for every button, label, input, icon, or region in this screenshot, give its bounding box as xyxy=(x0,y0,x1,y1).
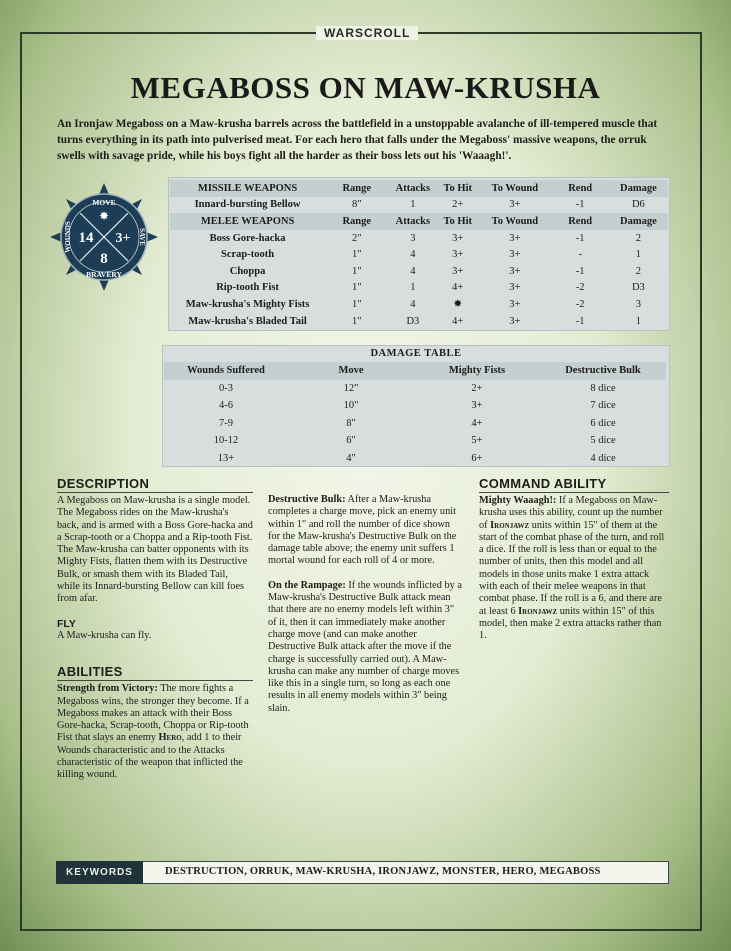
table-cell: 1" xyxy=(351,298,362,310)
fly-heading: FLY xyxy=(57,617,76,630)
ability-body: If a Megaboss on Maw-krusha uses this ability, count up the number of xyxy=(479,495,663,531)
table-header-cell: Damage xyxy=(609,180,668,197)
table-cell: 13+ xyxy=(217,452,235,464)
move-value: ✸ xyxy=(98,209,110,223)
table-cell: 3+ xyxy=(509,282,521,294)
table-row xyxy=(170,246,668,263)
table-cell: 4+ xyxy=(471,417,483,429)
on-the-rampage-text xyxy=(268,580,464,715)
table-cell: 6 dice xyxy=(590,417,616,429)
table-cell: - xyxy=(578,249,582,261)
table-cell: 7-9 xyxy=(219,417,233,429)
table-cell: 4 xyxy=(410,265,416,277)
keyword-inline: Hero xyxy=(158,732,182,744)
table-cell: 6" xyxy=(346,435,356,447)
table-row xyxy=(170,280,668,297)
table-header-cell: Range xyxy=(325,213,388,230)
table-cell: 4+ xyxy=(452,315,464,327)
ability-body: If the wounds inflicted by a Maw-krusha's Destructive Bulk attack mean that there are no enemy models left within 3" of it, then it can immediately make another charge move (and can make another Destructive Bulk attack after the move if the charge is successfully carried out). A Maw-krusha can make any number of charge moves like this in a single turn, so long as each one results in all enemy models within 3" being slain. xyxy=(268,579,462,714)
table-cell: D6 xyxy=(631,199,645,211)
column-command-ability xyxy=(479,476,669,643)
ability-title: Mighty Waaagh!: xyxy=(479,495,557,506)
table-cell: -2 xyxy=(575,282,585,294)
table-cell: -1 xyxy=(575,232,585,244)
column-abilities xyxy=(268,494,464,715)
table-header-cell: To Wound xyxy=(478,180,551,197)
table-row xyxy=(164,450,666,468)
table-header-cell: To Hit xyxy=(437,180,478,197)
table-cell: 2+ xyxy=(452,199,464,211)
table-cell: D3 xyxy=(631,282,645,294)
table-cell: 3+ xyxy=(509,315,521,327)
wounds-value: 14 xyxy=(78,230,94,246)
table-row xyxy=(170,313,668,330)
table-header-cell: Rend xyxy=(552,180,609,197)
table-cell: 3+ xyxy=(509,265,521,277)
strength-from-victory-text xyxy=(57,683,253,781)
damage-header-row xyxy=(164,362,666,380)
table-cell: 1" xyxy=(351,282,362,294)
save-value: 3+ xyxy=(115,231,131,246)
table-row xyxy=(164,397,666,415)
keywords-label: KEYWORDS xyxy=(56,861,143,884)
table-header-cell: Attacks xyxy=(388,180,437,197)
table-cell: -1 xyxy=(575,315,585,327)
table-cell: 2+ xyxy=(471,382,483,394)
table-header-cell: Wounds Suffered xyxy=(164,362,288,380)
table-cell: 3 xyxy=(635,298,641,310)
table-cell: 4+ xyxy=(452,282,464,294)
table-cell: D3 xyxy=(406,315,420,327)
table-cell: 1 xyxy=(410,282,416,294)
table-cell: 4-6 xyxy=(219,400,233,412)
table-header-cell: Mighty Fists xyxy=(414,362,540,380)
weapon-name: Rip-tooth Fist xyxy=(216,282,279,294)
move-label: MOVE xyxy=(92,198,116,207)
wounds-label: WOUNDS xyxy=(64,221,72,253)
table-row xyxy=(170,230,668,247)
intro-text: An Ironjaw Megaboss on a Maw-krusha barrels across the battlefield in a unstoppable avalanche of ill-tempered muscle that turns everything in its path into pulverised meat. For each hero that falls under the Megaboss' massive weapons, the orruk swells with savage pride, while his boys fight all the harder as their boss lets out his 'Waaagh!'. xyxy=(57,118,658,162)
ability-title: On the Rampage: xyxy=(268,579,346,591)
ability-body: The more fights a Megaboss wins, the stronger they become. If a Megaboss makes an attack with their Boss Gore-hacka, Scrap-tooth, Choppa or Rip-tooth Fist that slays an enemy xyxy=(57,683,249,744)
weapon-name: Innard-bursting Bellow xyxy=(194,199,301,211)
ability-body: After a Maw-krusha completes a charge move, pick an enemy unit within 1" and roll the number of dice shown for the Maw-krusha's Destructive Bulk on the damage table above; the enemy unit suffers 1 mortal wound for each roll of 4 or more. xyxy=(268,494,457,567)
missile-header-row xyxy=(170,180,668,197)
table-cell: 1 xyxy=(635,249,641,261)
table-row xyxy=(170,263,668,280)
table-cell: 3+ xyxy=(452,249,464,261)
table-header-cell: Range xyxy=(325,180,388,197)
table-cell: -2 xyxy=(575,298,585,310)
table-cell: 3+ xyxy=(452,232,464,244)
table-cell: 3+ xyxy=(452,265,464,277)
ability-body: units within 15" of this model, then make 2 extra attacks rather than 1. xyxy=(479,605,662,642)
table-cell: -1 xyxy=(575,199,585,211)
table-cell: 1 xyxy=(635,315,641,327)
column-description xyxy=(57,476,253,782)
weapon-name: Boss Gore-hacka xyxy=(209,232,286,244)
table-header-cell: To Hit xyxy=(437,213,478,230)
description-text: A Megaboss on Maw-krusha is a single model. The Megaboss rides on the Maw-krusha's back, and is armed with a Boss Gore-hacka and a Scrap-tooth or a Choppa and a Rip-tooth Fist. The Maw-krusha can batter opponents with its Mighty Fists, flatten them with its Destructive Bulk, or smash them with its Bladed Tail, while its Innard-bursting Bellow can kill foes from afar. xyxy=(57,495,253,605)
warscroll-label: WARSCROLL xyxy=(316,26,418,40)
command-ability-text xyxy=(479,495,669,643)
weapon-name: Scrap-tooth xyxy=(221,249,275,261)
table-cell: 12" xyxy=(343,382,359,394)
table-cell: 8" xyxy=(351,199,362,211)
table-header-cell: Move xyxy=(288,362,414,380)
table-cell: 4 dice xyxy=(590,452,616,464)
table-row xyxy=(170,197,668,214)
table-cell: 3+ xyxy=(509,199,521,211)
table-header-cell: Attacks xyxy=(388,213,437,230)
table-cell: ✸ xyxy=(453,299,463,311)
melee-header-row xyxy=(170,213,668,230)
ability-body: , add 1 to their Wounds characteristic and to the Attacks characteristic of the weapon that inflicted the killing wound. xyxy=(57,732,243,781)
bravery-value: 8 xyxy=(100,251,108,267)
table-cell: -1 xyxy=(575,265,585,277)
table-cell: 3+ xyxy=(509,232,521,244)
table-cell: 1" xyxy=(351,315,362,327)
table-header-cell: MISSILE WEAPONS xyxy=(170,180,325,197)
table-row xyxy=(164,415,666,433)
table-cell: 1" xyxy=(351,265,362,277)
damage-table xyxy=(164,362,666,467)
table-cell: 4 xyxy=(410,249,416,261)
damage-table-title: DAMAGE TABLE xyxy=(370,348,462,359)
table-row xyxy=(164,432,666,450)
table-cell: 4" xyxy=(346,452,356,464)
ability-title: Strength from Victory: xyxy=(57,683,158,695)
keyword-inline: Ironjawz xyxy=(490,519,530,531)
ability-body: units within 15" of them at the start of the combat phase of the turn, and roll a dice. If the roll is less than or equal to the number of units, then this model and all models in those units make 1 extra attack with each of their melee weapons in that combat phase. If the roll is a 6, and there are at least 6 xyxy=(479,519,665,617)
table-cell: 5 dice xyxy=(590,435,616,447)
fly-text: A Maw-krusha can fly. xyxy=(57,629,152,641)
table-header-cell: Rend xyxy=(552,213,609,230)
table-cell: 2 xyxy=(635,265,641,277)
table-cell: 6+ xyxy=(471,452,483,464)
save-label: SAVE xyxy=(138,228,146,246)
table-cell: 5+ xyxy=(471,435,483,447)
weapon-name: Maw-krusha's Bladed Tail xyxy=(188,315,307,327)
table-cell: 3+ xyxy=(509,249,521,261)
table-cell: 2 xyxy=(635,232,641,244)
weapons-table xyxy=(170,180,668,329)
table-cell: 0-3 xyxy=(219,382,233,394)
table-header-cell: To Wound xyxy=(478,213,551,230)
destructive-bulk-text xyxy=(268,494,464,568)
weapon-name: Maw-krusha's Mighty Fists xyxy=(185,298,310,310)
table-header-cell: MELEE WEAPONS xyxy=(170,213,325,230)
table-cell: 3 xyxy=(410,232,416,244)
table-cell: 1 xyxy=(410,199,416,211)
command-ability-heading: COMMAND ABILITY xyxy=(479,476,669,493)
table-cell: 4 xyxy=(410,298,416,310)
abilities-heading: ABILITIES xyxy=(57,664,253,681)
weapon-name: Choppa xyxy=(229,265,266,277)
table-cell: 3+ xyxy=(471,400,483,412)
keywords-text: DESTRUCTION, ORRUK, MAW-KRUSHA, IRONJAWZ, MONSTER, HERO, MEGABOSS xyxy=(165,866,601,877)
table-cell: 8 dice xyxy=(590,382,616,394)
page-title: MEGABOSS ON MAW-KRUSHA xyxy=(130,70,601,105)
table-cell: 10" xyxy=(343,400,359,412)
table-cell: 10-12 xyxy=(213,435,239,447)
table-header-cell: Damage xyxy=(609,213,668,230)
description-heading: DESCRIPTION xyxy=(57,476,253,493)
table-cell: 8" xyxy=(346,417,356,429)
ability-title: Destructive Bulk: xyxy=(268,494,346,505)
table-cell: 3+ xyxy=(509,298,521,310)
table-cell: 1" xyxy=(351,249,362,261)
keyword-inline: Ironjawz xyxy=(518,605,558,617)
table-header-cell: Destructive Bulk xyxy=(540,362,666,380)
table-row xyxy=(164,380,666,398)
characteristics-badge xyxy=(50,183,158,291)
bravery-label: BRAVERY xyxy=(86,270,122,279)
table-cell: 2" xyxy=(351,232,362,244)
table-cell: 7 dice xyxy=(590,400,616,412)
table-row xyxy=(170,296,668,313)
